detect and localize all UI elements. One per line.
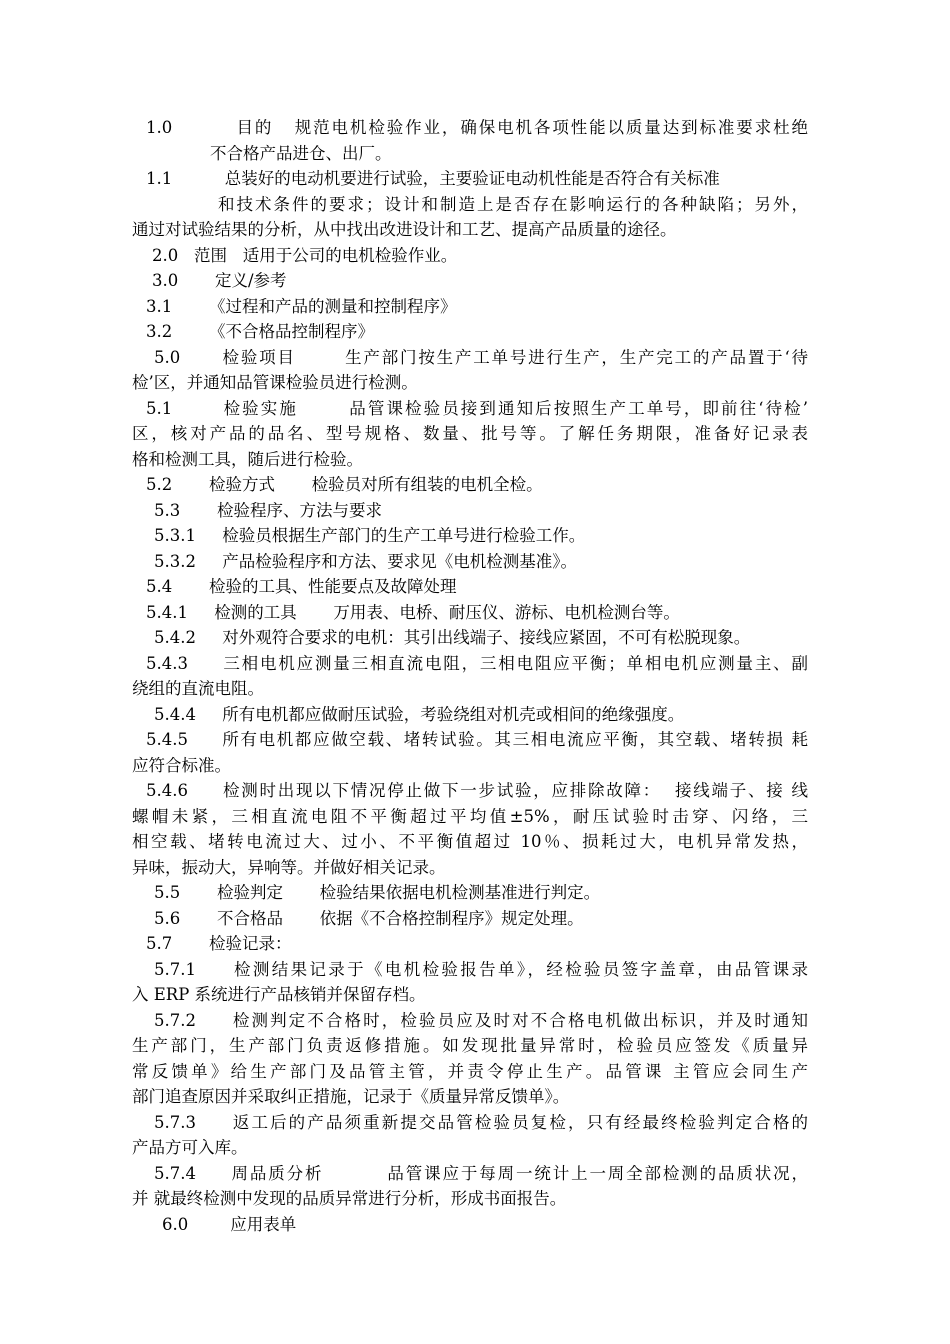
text-line: 产品方可入库。 xyxy=(132,1138,248,1157)
text-line: 5.4.4 所有电机都应做耐压试验，考验绕组对机壳或相间的绝缘强度。 xyxy=(154,704,685,724)
text-line: 5.4.2 对外观符合要求的电机：其引出线端子、接线应紧固，不可有松脱现象。 xyxy=(154,628,751,647)
text-line: 5.7.1 检测结果记录于《电机检验报告单》，经检验员签字盖章，由品管课录 xyxy=(154,959,808,979)
text-line: 3.0 定义/参考 xyxy=(152,271,287,290)
text-line: 5.1 检验实施 品管课检验员接到通知后按照生产工单号，即前往‘待检’ xyxy=(146,398,808,418)
text-line: 5.7.3 返工后的产品须重新提交品管检验员复检，只有经最终检验判定合格的 xyxy=(154,1112,808,1132)
text-line: 螺帽未紧，三相直流电阻不平衡超过平均值±5%，耐压试验时击穿、闪络，三 xyxy=(132,806,808,826)
text-line: 5.7.2 检测判定不合格时，检验员应及时对不合格电机做出标识，并及时通知 xyxy=(154,1010,808,1030)
text-line: 应符合标准。 xyxy=(132,755,231,775)
text-line: 5.4 检验的工具、性能要点及故障处理 xyxy=(146,577,457,596)
text-line: 3.2 《不合格品控制程序》 xyxy=(146,322,374,341)
text-line: 5.3 检验程序、方法与要求 xyxy=(154,500,382,520)
text-line: 通过对试验结果的分析，从中找出改进设计和工艺、提高产品质量的途径。 xyxy=(132,220,677,239)
text-line: 6.0 应用表单 xyxy=(162,1214,297,1234)
text-line: 并 就最终检测中发现的品质异常进行分析，形成书面报告。 xyxy=(132,1189,567,1208)
text-line: 5.7.4 周品质分析 品管课应于每周一统计上一周全部检测的品质状况， xyxy=(154,1163,808,1183)
text-line: 5.4.5 所有电机都应做空载、堵转试验。其三相电流应平衡，其空载、堵转损 耗 xyxy=(146,730,808,749)
text-line: 部门追查原因并采取纠正措施，记录于《质量异常反馈单》。 xyxy=(132,1087,570,1106)
text-line: 入 ERP 系统进行产品核销并保留存档。 xyxy=(132,985,426,1004)
text-line: 1.1 总装好的电动机要进行试验，主要验证电动机性能是否符合有关标准 xyxy=(146,169,720,188)
text-line: 5.3.2 产品检验程序和方法、要求见《电机检测基准》。 xyxy=(154,551,577,571)
text-line: 常反馈单》给生产部门及品管主管，并责令停止生产。品管课 主管应会同生产 xyxy=(132,1061,808,1081)
text-line: 5.4.3 三相电机应测量三相直流电阻，三相电阻应平衡；单相电机应测量主、副 xyxy=(146,653,808,673)
text-line: 格和检测工具，随后进行检验。 xyxy=(132,449,363,469)
text-line: 5.4.1 检测的工具 万用表、电桥、耐压仪、游标、电机检测台等。 xyxy=(146,602,680,622)
text-line: 区，核对产品的品名、型号规格、数量、批号等。了解任务期限，准备好记录表 xyxy=(132,424,808,443)
text-line: 3.1 《过程和产品的测量和控制程序》 xyxy=(146,296,457,316)
text-line: 5.7 检验记录： xyxy=(146,934,292,953)
text-line: 不合格产品进仓、出厂。 xyxy=(210,143,392,163)
text-line: 5.3.1 检验员根据生产部门的生产工单号进行检验工作。 xyxy=(154,526,586,545)
text-line: 绕组的直流电阻。 xyxy=(132,679,264,698)
text-line: 5.0 检验项目 生产部门按生产工单号进行生产，生产完工的产品置于‘待 xyxy=(154,347,808,367)
text-line: 异味，振动大，异响等。并做好相关记录。 xyxy=(132,857,446,877)
text-line: 5.4.6 检测时出现以下情况停止做下一步试验，应排除故障： 接线端子、接 线 xyxy=(146,781,808,800)
text-line: 5.2 检验方式 检验员对所有组装的电机全检。 xyxy=(146,475,543,494)
text-line: 检’区，并通知品管课检验员进行检测。 xyxy=(132,373,418,392)
document-body xyxy=(132,115,808,1237)
text-line: 相空载、堵转电流过大、过小、不平衡值超过 10％、损耗过大，电机异常发热， xyxy=(132,832,808,851)
text-line: 1.0 目的 规范电机检验作业，确保电机各项性能以质量达到标准要求杜绝 xyxy=(146,118,808,137)
text-line: 5.6 不合格品 依据《不合格控制程序》规定处理。 xyxy=(154,908,584,928)
text-line: 生产部门，生产部门负责返修措施。如发现批量异常时，检验员应签发《质量异 xyxy=(132,1036,808,1055)
text-line: 和技术条件的要求；设计和制造上是否存在影响运行的各种缺陷；另外， xyxy=(218,194,808,214)
text-line: 5.5 检验判定 检验结果依据电机检测基准进行判定。 xyxy=(154,883,601,902)
text-line: 2.0 范围 适用于公司的电机检验作业。 xyxy=(152,245,458,265)
